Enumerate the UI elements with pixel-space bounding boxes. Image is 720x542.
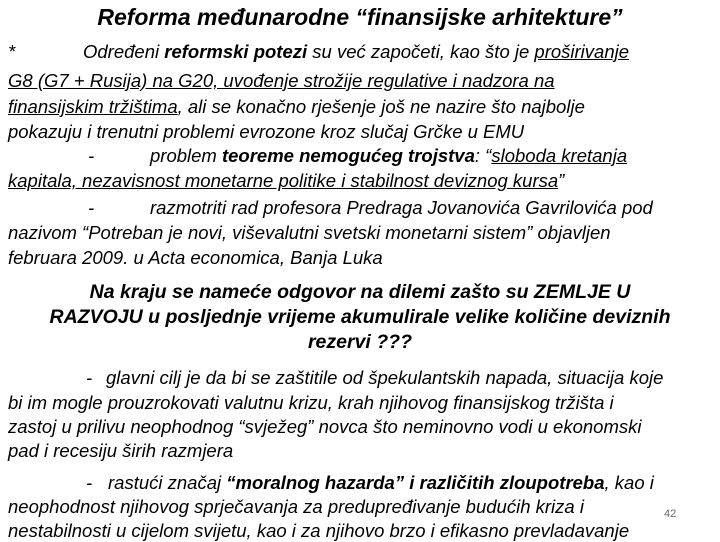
emphasis-reform-steps: reformski potezi	[164, 41, 308, 62]
p4-line-4: pad i recesiju širih razmjera	[8, 440, 234, 461]
text: : “	[474, 145, 492, 166]
dash-marker: -	[86, 367, 93, 388]
p1-line-3	[8, 96, 585, 118]
underlined-capital: sloboda kretanja	[491, 145, 628, 166]
question-line-2: RAZVOJU u posljednje vrijeme akumulirale velike količine deviznih	[49, 306, 671, 328]
text: , kao i	[604, 472, 654, 493]
dash-marker: -	[88, 145, 95, 166]
p2-line-2	[8, 170, 564, 192]
p5-line-3: nestabilnosti u cijelom svijetu, kao i za njihovo brzo i efikasno prevladavanje	[8, 520, 630, 541]
p3-line-1: razmotriti rad profesora Predraga Jovanovića Gavrilovića pod	[150, 197, 653, 218]
text: problem	[150, 145, 222, 166]
text: ”	[558, 170, 565, 191]
page-number: 42	[664, 508, 677, 520]
p5-line-1	[108, 472, 654, 494]
text: rastući značaj	[108, 472, 227, 493]
p2-line-1	[150, 145, 627, 167]
p1-line-4: pokazuju i trenutni problemi evrozone kroz slučaj Grčke u EMU	[8, 121, 525, 142]
p4-line-1: glavni cilj je da bi se zaštitile od špekulantskih napada, situacija koje	[106, 367, 664, 388]
p3-line-3: februara 2009. u Acta economica, Banja Luka	[8, 247, 383, 268]
p4-line-3: zastoj u prilivu neophodnog “svježeg” novca što neminovno vodi u ekonomski	[8, 416, 642, 437]
emphasis-trilemma: teoreme nemogućeg trojstva	[221, 145, 475, 166]
underlined-markets: finansijskim tržištima	[8, 96, 178, 117]
slide-title: Reforma međunarodne “finansijske arhitekture”	[97, 4, 623, 30]
dash-marker: -	[88, 197, 95, 218]
underlined-expansion: proširivanje	[534, 41, 630, 62]
p1-line-1	[83, 41, 629, 63]
text: , ali se konačno rješenje još ne nazire što najbolje	[177, 96, 585, 117]
bullet-star: *	[8, 41, 16, 62]
question-line-1: Na kraju se nameće odgovor na dilemi zašto su ZEMLJE U	[89, 281, 631, 303]
underlined-trilemma-items: kapitala, nezavisnost monetarne politike i stabilnost deviznog kursa	[8, 170, 559, 191]
question-line-3: rezervi ???	[307, 331, 413, 353]
emphasis-moral-hazard: “moralnog hazarda” i različitih zloupotreba	[226, 472, 605, 493]
p5-line-2: neophodnost njihovog sprječavanja za predupređivanje budućih kriza i	[8, 496, 584, 517]
text: Određeni	[83, 41, 165, 62]
p4-line-2: bi im mogle prouzrokovati valutnu krizu, krah njihovog finansijskog tržišta i	[8, 392, 614, 413]
p1-line-2: G8 (G7 + Rusija) na G20, uvođenje strožije regulative i nadzora na	[8, 70, 555, 91]
p3-line-2: nazivom “Potreban je novi, viševalutni svetski monetarni sistem” objavljen	[8, 222, 611, 243]
text: su već započeti, kao što je	[307, 41, 535, 62]
dash-marker: -	[86, 472, 93, 493]
